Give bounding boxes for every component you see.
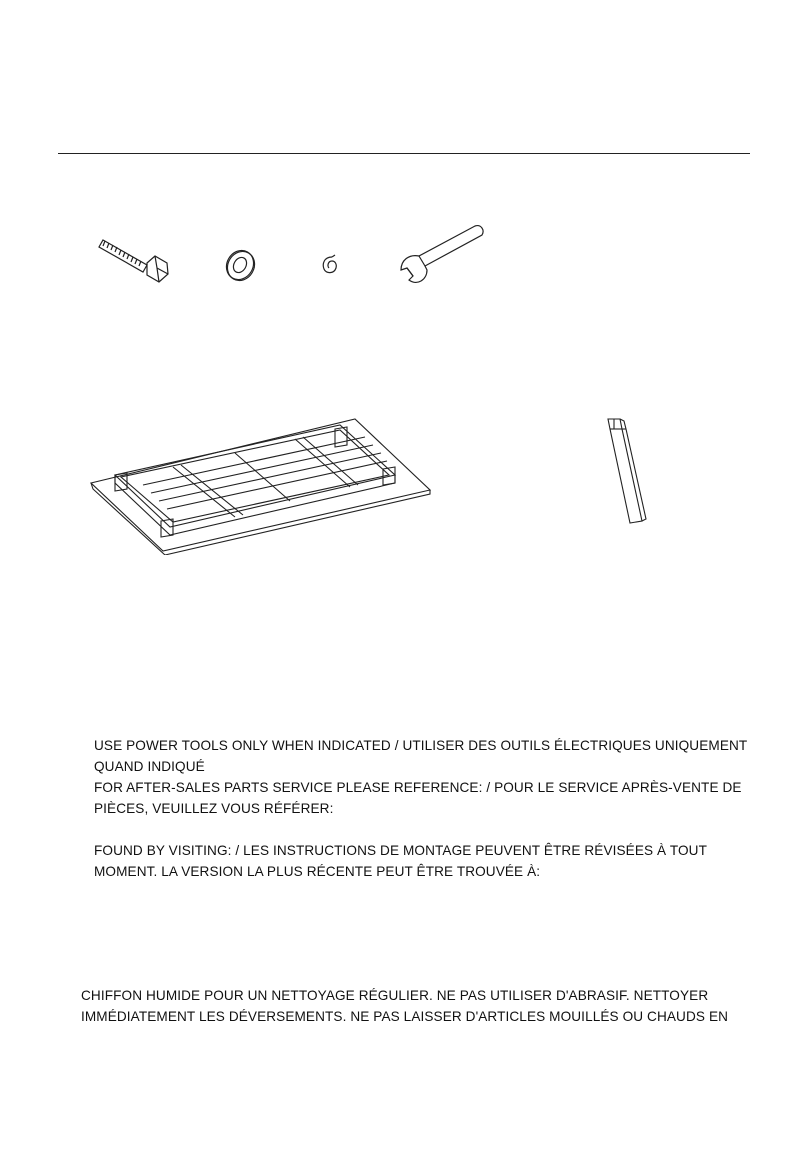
care-block	[81, 985, 728, 1027]
hex-bolt-icon	[95, 230, 175, 292]
power-tools-note-line2: QUAND INDIQUÉ	[94, 759, 205, 774]
notes-block	[94, 735, 747, 882]
after-sales-note-line1: FOR AFTER-SALES PARTS SERVICE PLEASE REFERENCE: / POUR LE SERVICE APRÈS-VENTE DE	[94, 780, 742, 795]
header-divider	[58, 153, 750, 154]
lock-washer-icon	[318, 252, 342, 278]
after-sales-note-line2: PIÈCES, VEUILLEZ VOUS RÉFÉRER:	[94, 801, 334, 816]
open-end-wrench-icon	[395, 220, 487, 294]
care-note-line2: IMMÉDIATEMENT LES DÉVERSEMENTS. NE PAS LAISSER D'ARTICLES MOUILLÉS OU CHAUDS EN	[81, 1009, 729, 1024]
found-note-line2: MOMENT. LA VERSION LA PLUS RÉCENTE PEUT ÊTRE TROUVÉE À:	[94, 864, 541, 879]
table-leg-icon	[600, 415, 650, 525]
tabletop-frame-icon	[85, 415, 435, 555]
flat-washer-icon	[222, 246, 258, 284]
power-tools-note-line1: USE POWER TOOLS ONLY WHEN INDICATED / UTILISER DES OUTILS ÉLECTRIQUES UNIQUEMENT	[94, 738, 748, 753]
care-note-line1: CHIFFON HUMIDE POUR UN NETTOYAGE RÉGULIER. NE PAS UTILISER D'ABRASIF. NETTOYER	[81, 988, 709, 1003]
found-note-line1: FOUND BY VISITING: / LES INSTRUCTIONS DE MONTAGE PEUVENT ÊTRE RÉVISÉES À TOUT	[94, 843, 707, 858]
